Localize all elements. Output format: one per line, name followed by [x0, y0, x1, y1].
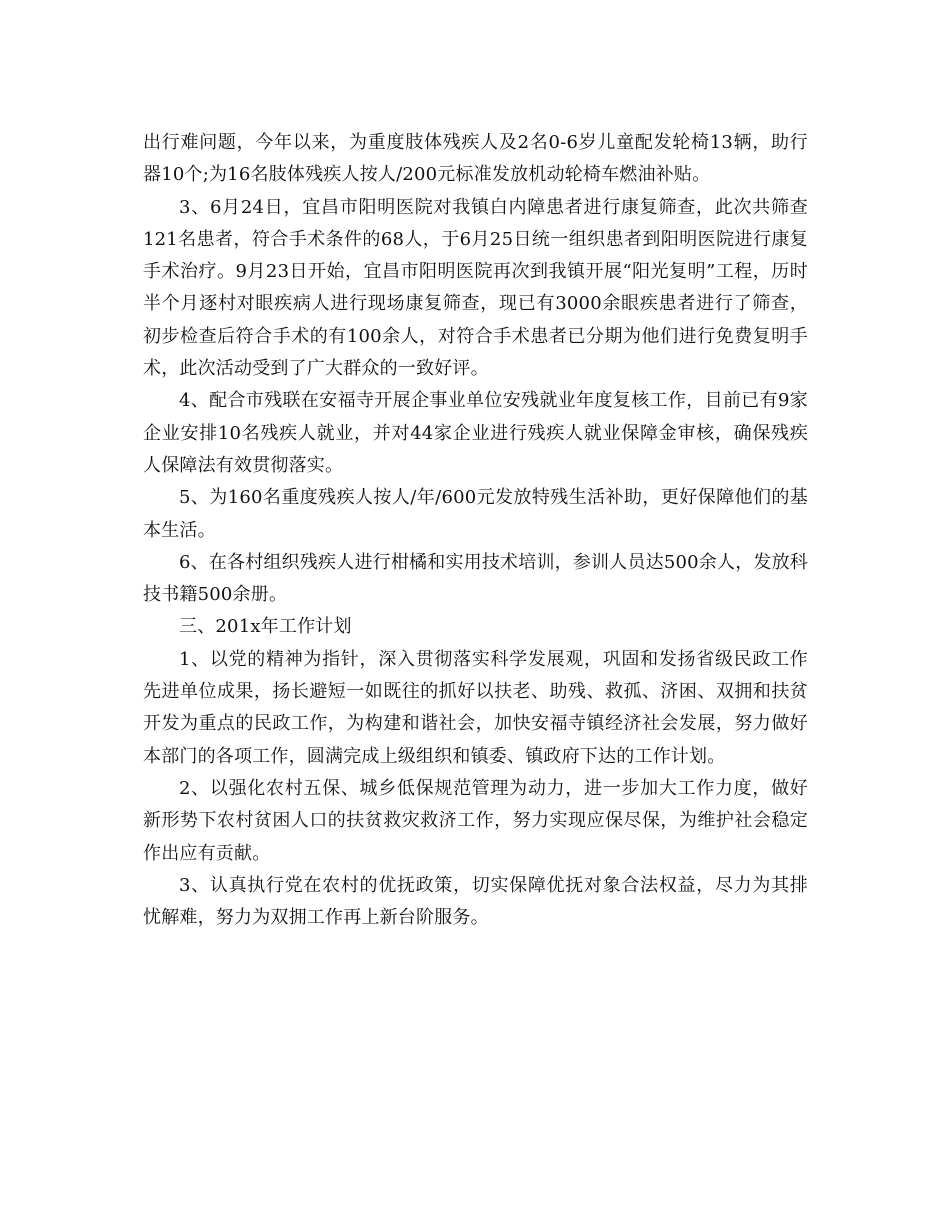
paragraph-9: 3、认真执行党在农村的优抚政策，切实保障优抚对象合法权益，尽力为其排忧解难，努力为双拥工作再上新台阶服务。 [143, 874, 808, 929]
section-heading: 三、201x年工作计划 [179, 616, 352, 638]
paragraph-2: 3、6月24日，宜昌市阳明医院对我镇白内障患者进行康复筛查，此次共筛查121名患者，符合手术条件的68人，于6月25日统一组织患者到阳明医院进行康复手术治疗。9月23日开始，宜昌市阳明医院再次到我镇开展“阳光复明”工程，历时半个月逐村对眼疾病人进行现场康复筛查，现已有3000余眼疾患者进行了筛查，初步检查后符合手术的有100余人，对符合手术患者已分期为他们进行免费复明手术，此次活动受到了广大群众的一致好评。 [143, 196, 808, 380]
paragraph-8: 2、以强化农村五保、城乡低保规范管理为动力，进一步加大工作力度，做好新形势下农村贫困人口的扶贫救灾救济工作，努力实现应保尽保，为维护社会稳定作出应有贡献。 [143, 777, 808, 864]
document-body [143, 127, 808, 934]
paragraph-7: 1、以党的精神为指针，深入贯彻落实科学发展观，巩固和发扬省级民政工作先进单位成果，扬长避短一如既往的抓好以扶老、助残、救孤、济困、双拥和扶贫开发为重点的民政工作，为构建和谐社会，加快安福寺镇经济社会发展，努力做好本部门的各项工作，圆满完成上级组织和镇委、镇政府下达的工作计划。 [143, 648, 808, 767]
paragraph-5: 6、在各村组织残疾人进行柑橘和实用技术培训，参训人员达500余人，发放科技书籍500余册。 [143, 551, 809, 606]
paragraph-1: 出行难问题，今年以来，为重度肢体残疾人及2名0-6岁儿童配发轮椅13辆，助行器10个;为16名肢体残疾人按人/200元标准发放机动轮椅车燃油补贴。 [143, 132, 808, 186]
paragraph-3: 4、配合市残联在安福寺开展企事业单位安残就业年度复核工作，目前已有9家企业安排10名残疾人就业，并对44家企业进行残疾人就业保障金审核，确保残疾人保障法有效贯彻落实。 [143, 390, 808, 476]
paragraph-4: 5、为160名重度残疾人按人/年/600元发放特残生活补助，更好保障他们的基本生活。 [143, 487, 808, 541]
